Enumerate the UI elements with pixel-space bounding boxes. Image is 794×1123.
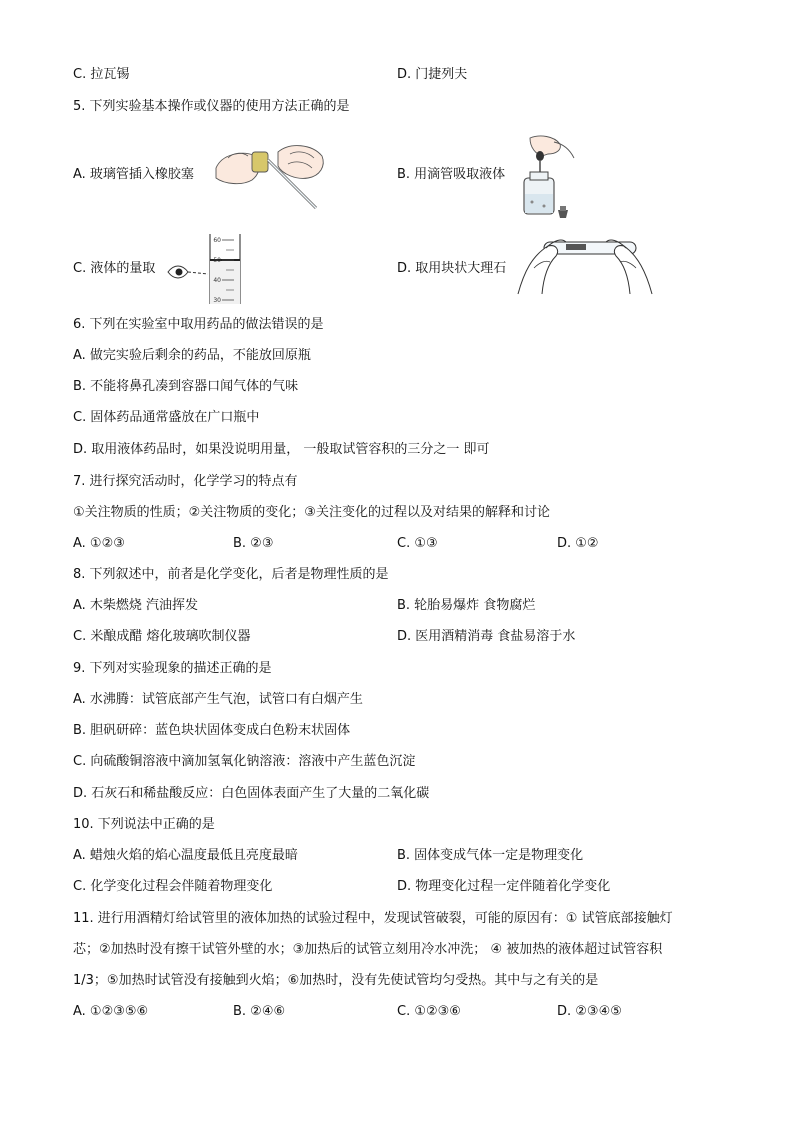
cylinder-tick-30: 30 bbox=[213, 297, 221, 304]
q5-option-c: C. 液体的量取 bbox=[73, 261, 156, 276]
cylinder-tick-50: 50 bbox=[213, 257, 221, 264]
q8-option-c: C. 米酿成醋 熔化玻璃吹制仪器 bbox=[73, 629, 251, 644]
q10-option-d: D. 物理变化过程一定伴随着化学变化 bbox=[397, 879, 611, 894]
q11-stem-line-3: 1/3；⑤加热时试管没有接触到火焰；⑥加热时，没有先使试管均匀受热。其中与之有关的是 bbox=[73, 973, 599, 988]
q5-option-d: D. 取用块状大理石 bbox=[397, 261, 507, 276]
marble-into-test-tube-illustration bbox=[516, 232, 656, 302]
q11-stem-line-1: 11. 进行用酒精灯给试管里的液体加热的试验过程中，发现试管破裂，可能的原因有：① 试管底部接触灯 bbox=[73, 911, 673, 926]
q8-option-b: B. 轮胎易爆炸 食物腐烂 bbox=[397, 598, 536, 613]
q8-option-d: D. 医用酒精消毒 食盐易溶于水 bbox=[397, 629, 576, 644]
q9-option-c: C. 向硫酸铜溶液中滴加氢氧化钠溶液：溶液中产生蓝色沉淀 bbox=[73, 754, 416, 769]
q9-option-d: D. 石灰石和稀盐酸反应：白色固体表面产生了大量的二氧化碳 bbox=[73, 786, 430, 801]
q9-option-b: B. 胆矾研碎：蓝色块状固体变成白色粉末状固体 bbox=[73, 723, 351, 738]
q8-stem: 8. 下列叙述中，前者是化学变化，后者是物理性质的是 bbox=[73, 567, 389, 582]
q6-option-a: A. 做完实验后剩余的药品，不能放回原瓶 bbox=[73, 348, 311, 363]
cylinder-tick-40: 40 bbox=[213, 277, 221, 284]
q10-stem: 10. 下列说法中正确的是 bbox=[73, 817, 215, 832]
cylinder-tick-60: 60 bbox=[213, 237, 221, 244]
q5-option-b: B. 用滴管吸取液体 bbox=[397, 167, 506, 182]
q10-option-a: A. 蜡烛火焰的焰心温度最低且亮度最暗 bbox=[73, 848, 298, 863]
q7-option-a: A. ①②③ bbox=[73, 536, 125, 551]
q7-option-d: D. ①② bbox=[557, 536, 599, 551]
q5-stem: 5. 下列实验基本操作或仪器的使用方法正确的是 bbox=[73, 99, 350, 114]
graduated-cylinder-reading-illustration bbox=[164, 232, 249, 306]
q7-option-b: B. ②③ bbox=[233, 536, 274, 551]
q8-option-a: A. 木柴燃烧 汽油挥发 bbox=[73, 598, 199, 613]
q7-description: ①关注物质的性质；②关注物质的变化；③关注变化的过程以及对结果的解释和讨论 bbox=[73, 505, 550, 520]
q11-stem-line-2: 芯；②加热时没有擦干试管外壁的水；③加热后的试管立刻用冷水冲洗； ④ 被加热的液体超过试管容积 bbox=[73, 942, 663, 957]
q10-option-b: B. 固体变成气体一定是物理变化 bbox=[397, 848, 584, 863]
dropper-drawing-liquid-illustration bbox=[516, 134, 576, 224]
q4-option-c: C. 拉瓦锡 bbox=[73, 67, 130, 82]
q10-option-c: C. 化学变化过程会伴随着物理变化 bbox=[73, 879, 273, 894]
q9-option-a: A. 水沸腾：试管底部产生气泡，试管口有白烟产生 bbox=[73, 692, 363, 707]
q6-stem: 6. 下列在实验室中取用药品的做法错误的是 bbox=[73, 317, 324, 332]
q11-option-a: A. ①②③⑤⑥ bbox=[73, 1004, 149, 1019]
q4-option-d: D. 门捷列夫 bbox=[397, 67, 468, 82]
q11-option-c: C. ①②③⑥ bbox=[397, 1004, 461, 1019]
glass-tube-into-stopper-illustration bbox=[208, 138, 333, 213]
q5-option-a: A. 玻璃管插入橡胶塞 bbox=[73, 167, 194, 182]
q6-option-d: D. 取用液体药品时，如果没说明用量， 一般取试管容积的三分之一 即可 bbox=[73, 442, 490, 457]
q7-stem: 7. 进行探究活动时，化学学习的特点有 bbox=[73, 474, 298, 489]
q6-option-b: B. 不能将鼻孔凑到容器口闻气体的气味 bbox=[73, 379, 299, 394]
q11-option-d: D. ②③④⑤ bbox=[557, 1004, 622, 1019]
q9-stem: 9. 下列对实验现象的描述正确的是 bbox=[73, 661, 272, 676]
q11-option-b: B. ②④⑥ bbox=[233, 1004, 286, 1019]
q6-option-c: C. 固体药品通常盛放在广口瓶中 bbox=[73, 410, 260, 425]
q7-option-c: C. ①③ bbox=[397, 536, 438, 551]
